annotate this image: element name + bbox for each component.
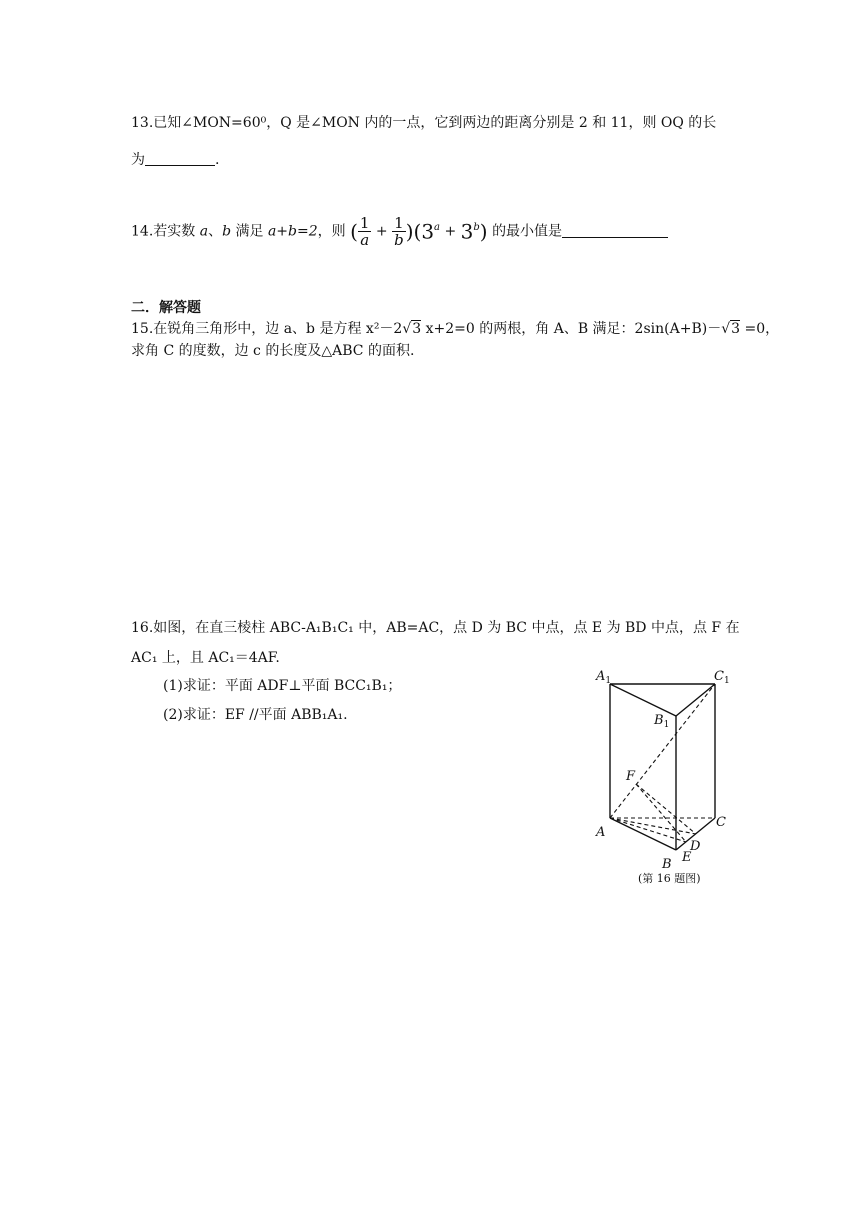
q14-mid: 满足	[231, 223, 268, 240]
label-a: A	[596, 825, 606, 840]
q16-part1: (1)求证：平面 ADF⊥平面 BCC₁B₁；	[163, 678, 402, 694]
q13-line2-suffix: .	[215, 152, 220, 168]
q14-frac-a-den: a	[360, 231, 370, 250]
q15-sqrt3-a: 3	[412, 321, 422, 337]
q14-frac-b-den: b	[394, 231, 404, 250]
q14-then: ，则	[317, 223, 346, 240]
q13-line2	[131, 150, 219, 170]
q14-close-paren2: )	[479, 219, 488, 244]
segment-f-d	[636, 784, 696, 834]
q14-condition: a+b=2	[267, 223, 318, 240]
label-f: F	[626, 769, 636, 784]
segment-a-c1	[610, 684, 715, 818]
q14-three: 3	[460, 219, 474, 244]
segment-f-e	[636, 784, 686, 842]
prism-figure	[580, 660, 740, 890]
q15-line1	[131, 319, 779, 339]
q13-answer-blank	[145, 151, 215, 166]
section-title: 二．解答题	[131, 300, 201, 316]
q15-sqrt-sign-2: √	[721, 321, 731, 337]
label-e: E	[682, 850, 692, 865]
q14-frac-b-num: 1	[392, 215, 406, 232]
q14-prefix: 14.若实数	[131, 223, 200, 240]
q14-frac-a	[358, 215, 372, 248]
label-c: C	[716, 815, 726, 830]
figure-caption: (第 16 题图)	[638, 872, 701, 885]
q16-line2: AC₁ 上，且 AC₁＝4AF.	[131, 650, 280, 666]
q14-close-paren1: )	[405, 219, 414, 244]
q15-line2: 求角 C 的度数，边 c 的长度及△ABC 的面积.	[131, 343, 415, 359]
q14-frac-a-num: 1	[359, 214, 370, 233]
q16-part2: (2)求证：EF //平面 ABB₁A₁.	[163, 707, 348, 723]
q14-answer-blank	[562, 223, 668, 238]
label-d: D	[690, 839, 701, 854]
q14-exp-a: a	[434, 222, 441, 233]
label-a1: $A_1$	[596, 669, 612, 686]
q14-line	[131, 206, 668, 254]
edge-b1-c1	[676, 684, 715, 716]
q14-power-open: (3	[413, 219, 435, 244]
q14-open-paren: (	[350, 219, 358, 244]
q15-line1-a: 15.在锐角三角形中，边 a、b 是方程 x²－2	[131, 321, 403, 337]
q14-sep: 、	[208, 223, 223, 240]
q15-sqrt3-b: 3	[731, 321, 741, 337]
q14-exp-b: b	[473, 222, 480, 233]
edge-a1-b1	[610, 684, 676, 716]
q14-plus2: +	[440, 223, 461, 240]
q14-frac-b	[392, 215, 406, 248]
q14-var-b: b	[222, 223, 232, 240]
q14-suffix: 的最小值是	[492, 223, 563, 240]
q13-line1: 13.已知∠MON=60⁰，Q 是∠MON 内的一点，它到两边的距离分别是 2 和 11，则 OQ 的长	[131, 115, 717, 131]
label-c1: $C_1$	[714, 669, 730, 686]
q13-line2-prefix: 为	[131, 152, 145, 168]
q15-line1-c: =0，	[744, 321, 780, 337]
edge-a-b	[610, 818, 676, 850]
q15-sqrt-sign-1: √	[402, 321, 412, 337]
q14-var-a: a	[199, 223, 209, 240]
label-b: B	[662, 857, 672, 872]
label-b1: $B_1$	[654, 713, 670, 730]
q14-plus1: +	[371, 223, 393, 240]
q16-line1: 16.如图，在直三棱柱 ABC-A₁B₁C₁ 中，AB=AC，点 D 为 BC 中点，点 E 为 BD 中点，点 F 在	[131, 620, 740, 636]
q15-line1-b: x+2=0 的两根，角 A、B 满足：2sin(A+B)－	[425, 321, 722, 337]
